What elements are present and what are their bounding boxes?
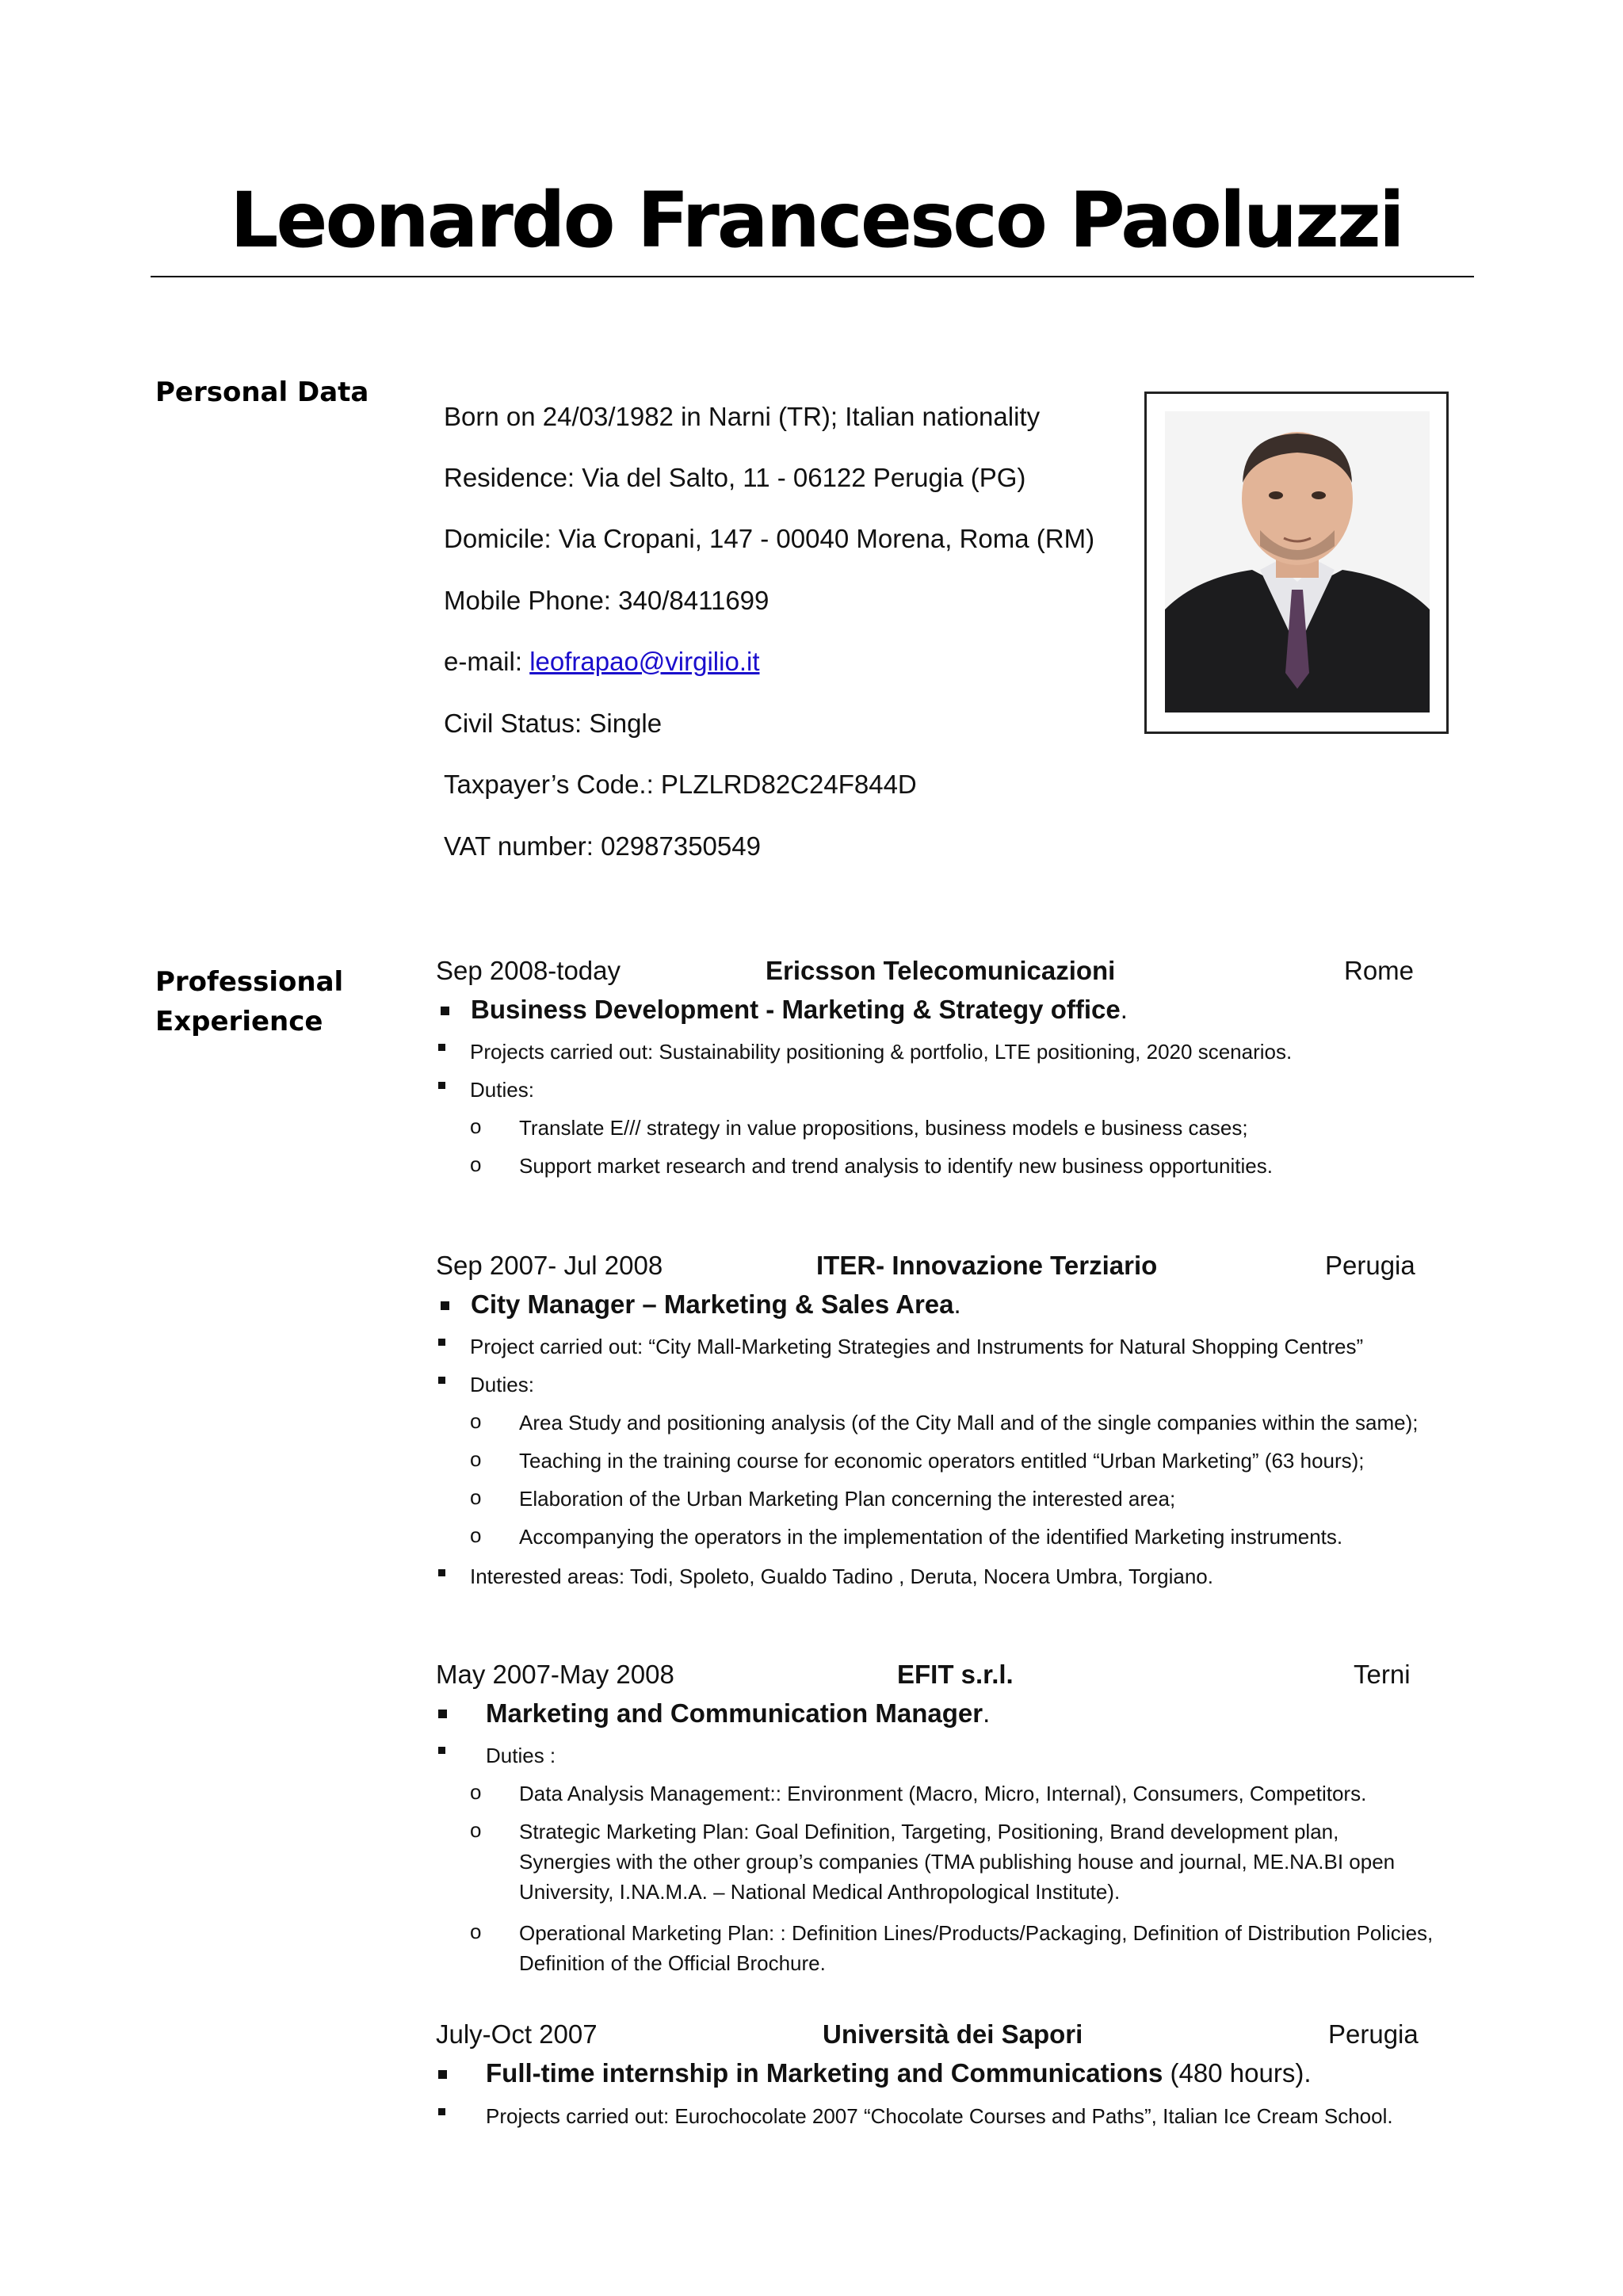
duty-item: Support market research and trend analysis to identify new business opportunities. bbox=[519, 1154, 1273, 1178]
square-bullet-icon bbox=[441, 1301, 449, 1310]
job-header bbox=[436, 1251, 1426, 1286]
square-bullet-icon bbox=[441, 1007, 449, 1015]
job-interested-areas: Interested areas: Todi, Spoleto, Gualdo Tadino , Deruta, Nocera Umbra, Torgiano. bbox=[470, 1564, 1213, 1588]
circle-bullet-icon: o bbox=[470, 1818, 482, 1842]
square-bullet-icon bbox=[438, 1747, 445, 1754]
job-company: Università dei Sapori bbox=[823, 2019, 1083, 2049]
duty-item: Accompanying the operators in the implementation of the identified Marketing instruments. bbox=[519, 1525, 1343, 1549]
square-bullet-icon bbox=[438, 1044, 445, 1051]
duty-item-continued: Synergies with the other group’s companies (TMA publishing house and journal, ME.NA.BI open bbox=[519, 1850, 1396, 1874]
vat-number-line: VAT number: 02987350549 bbox=[444, 831, 761, 861]
duty-item: Data Analysis Management:: Environment (Macro, Micro, Internal), Consumers, Competitors. bbox=[519, 1782, 1367, 1805]
job-role-title: Full-time internship in Marketing and Communications bbox=[486, 2058, 1163, 2088]
job-duties-label: Duties: bbox=[470, 1078, 534, 1102]
circle-bullet-icon: o bbox=[470, 1114, 482, 1138]
job-role bbox=[471, 995, 1128, 1025]
job-projects: Project carried out: “City Mall-Marketing Strategies and Instruments for Natural Shopping Centres” bbox=[470, 1335, 1364, 1358]
job-role bbox=[471, 1289, 961, 1320]
title-divider bbox=[151, 276, 1474, 277]
email-line bbox=[444, 646, 759, 678]
circle-bullet-icon: o bbox=[470, 1523, 482, 1547]
duty-item: Strategic Marketing Plan: Goal Definition, Targeting, Positioning, Brand development plan, bbox=[519, 1820, 1339, 1843]
domicile-line: Domicile: Via Cropani, 147 - 00040 Morena, Roma (RM) bbox=[444, 524, 1095, 553]
job-duties-label: Duties : bbox=[486, 1744, 556, 1767]
birth-line: Born on 24/03/1982 in Narni (TR); Italian nationality bbox=[444, 402, 1041, 431]
duty-item: Operational Marketing Plan: : Definition Lines/Products/Packaging, Definition of Distribution Policies, bbox=[519, 1921, 1434, 1945]
job-role bbox=[486, 1698, 990, 1729]
circle-bullet-icon: o bbox=[470, 1409, 482, 1433]
job-projects: Projects carried out: Sustainability positioning & portfolio, LTE positioning, 2020 scenarios. bbox=[470, 1040, 1293, 1064]
mobile-phone-line: Mobile Phone: 340/8411699 bbox=[444, 586, 769, 615]
square-bullet-icon bbox=[438, 2070, 447, 2079]
circle-bullet-icon: o bbox=[470, 1485, 482, 1509]
cv-name-title: Leonardo Francesco Paoluzzi bbox=[230, 176, 1403, 265]
job-company: Ericsson Telecomunicazioni bbox=[766, 956, 1116, 985]
job-date: Sep 2007- Jul 2008 bbox=[436, 1251, 663, 1280]
square-bullet-icon bbox=[438, 2108, 445, 2115]
circle-bullet-icon: o bbox=[470, 1447, 482, 1471]
square-bullet-icon bbox=[438, 1569, 445, 1576]
square-bullet-icon bbox=[438, 1377, 445, 1384]
job-header bbox=[436, 1660, 1426, 1694]
email-label: e-mail: bbox=[444, 647, 530, 676]
duty-item-continued: Definition of the Official Brochure. bbox=[519, 1951, 826, 1975]
job-role-title: Business Development - Marketing & Strategy office bbox=[471, 995, 1121, 1024]
job-role bbox=[486, 2058, 1311, 2088]
duty-item: Teaching in the training course for economic operators entitled “Urban Marketing” (63 hours); bbox=[519, 1449, 1365, 1473]
job-role-suffix: . bbox=[953, 1289, 961, 1319]
job-header bbox=[436, 2019, 1426, 2054]
job-city: Terni bbox=[1354, 1660, 1411, 1689]
circle-bullet-icon: o bbox=[470, 1780, 482, 1804]
personal-data-heading: Personal Data bbox=[155, 376, 369, 408]
duty-item: Area Study and positioning analysis (of the City Mall and of the single companies within the same); bbox=[519, 1411, 1419, 1435]
duty-item-continued: University, I.NA.M.A. – National Medical Anthropological Institute). bbox=[519, 1880, 1121, 1904]
square-bullet-icon bbox=[438, 1339, 445, 1346]
duty-item: Elaboration of the Urban Marketing Plan concerning the interested area; bbox=[519, 1487, 1176, 1511]
job-role-suffix: . bbox=[983, 1698, 991, 1728]
residence-line: Residence: Via del Salto, 11 - 06122 Perugia (PG) bbox=[444, 463, 1026, 492]
job-role-title: City Manager – Marketing & Sales Area bbox=[471, 1289, 954, 1319]
job-date: Sep 2008-today bbox=[436, 956, 621, 985]
experience-heading-line1: Professional bbox=[155, 966, 344, 998]
job-role-suffix: (480 hours). bbox=[1163, 2058, 1312, 2088]
circle-bullet-icon: o bbox=[470, 1152, 482, 1176]
civil-status-line: Civil Status: Single bbox=[444, 709, 663, 738]
circle-bullet-icon: o bbox=[470, 1920, 482, 1943]
experience-heading-line2: Experience bbox=[155, 1006, 323, 1037]
job-role-suffix: . bbox=[1120, 995, 1128, 1024]
job-projects: Projects carried out: Eurochocolate 2007 “Chocolate Courses and Paths”, Italian Ice Cream School. bbox=[486, 2104, 1393, 2128]
job-header bbox=[436, 956, 1426, 991]
job-duties-label: Duties: bbox=[470, 1373, 534, 1396]
taxpayer-code-line: Taxpayer’s Code.: PLZLRD82C24F844D bbox=[444, 770, 917, 799]
job-city: Rome bbox=[1344, 956, 1415, 985]
job-role-title: Marketing and Communication Manager bbox=[486, 1698, 983, 1728]
job-company: EFIT s.r.l. bbox=[897, 1660, 1014, 1689]
duty-item: Translate E/// strategy in value propositions, business models e business cases; bbox=[519, 1116, 1248, 1140]
portrait-photo bbox=[1165, 411, 1430, 712]
square-bullet-icon bbox=[438, 1710, 447, 1718]
photo-frame bbox=[1144, 392, 1449, 734]
job-company: ITER- Innovazione Terziario bbox=[816, 1251, 1158, 1280]
email-link[interactable]: leofrapao@virgilio.it bbox=[529, 647, 760, 676]
job-city: Perugia bbox=[1325, 1251, 1415, 1280]
job-city: Perugia bbox=[1328, 2019, 1419, 2049]
job-date: July-Oct 2007 bbox=[436, 2019, 598, 2049]
job-date: May 2007-May 2008 bbox=[436, 1660, 674, 1689]
square-bullet-icon bbox=[438, 1082, 445, 1089]
